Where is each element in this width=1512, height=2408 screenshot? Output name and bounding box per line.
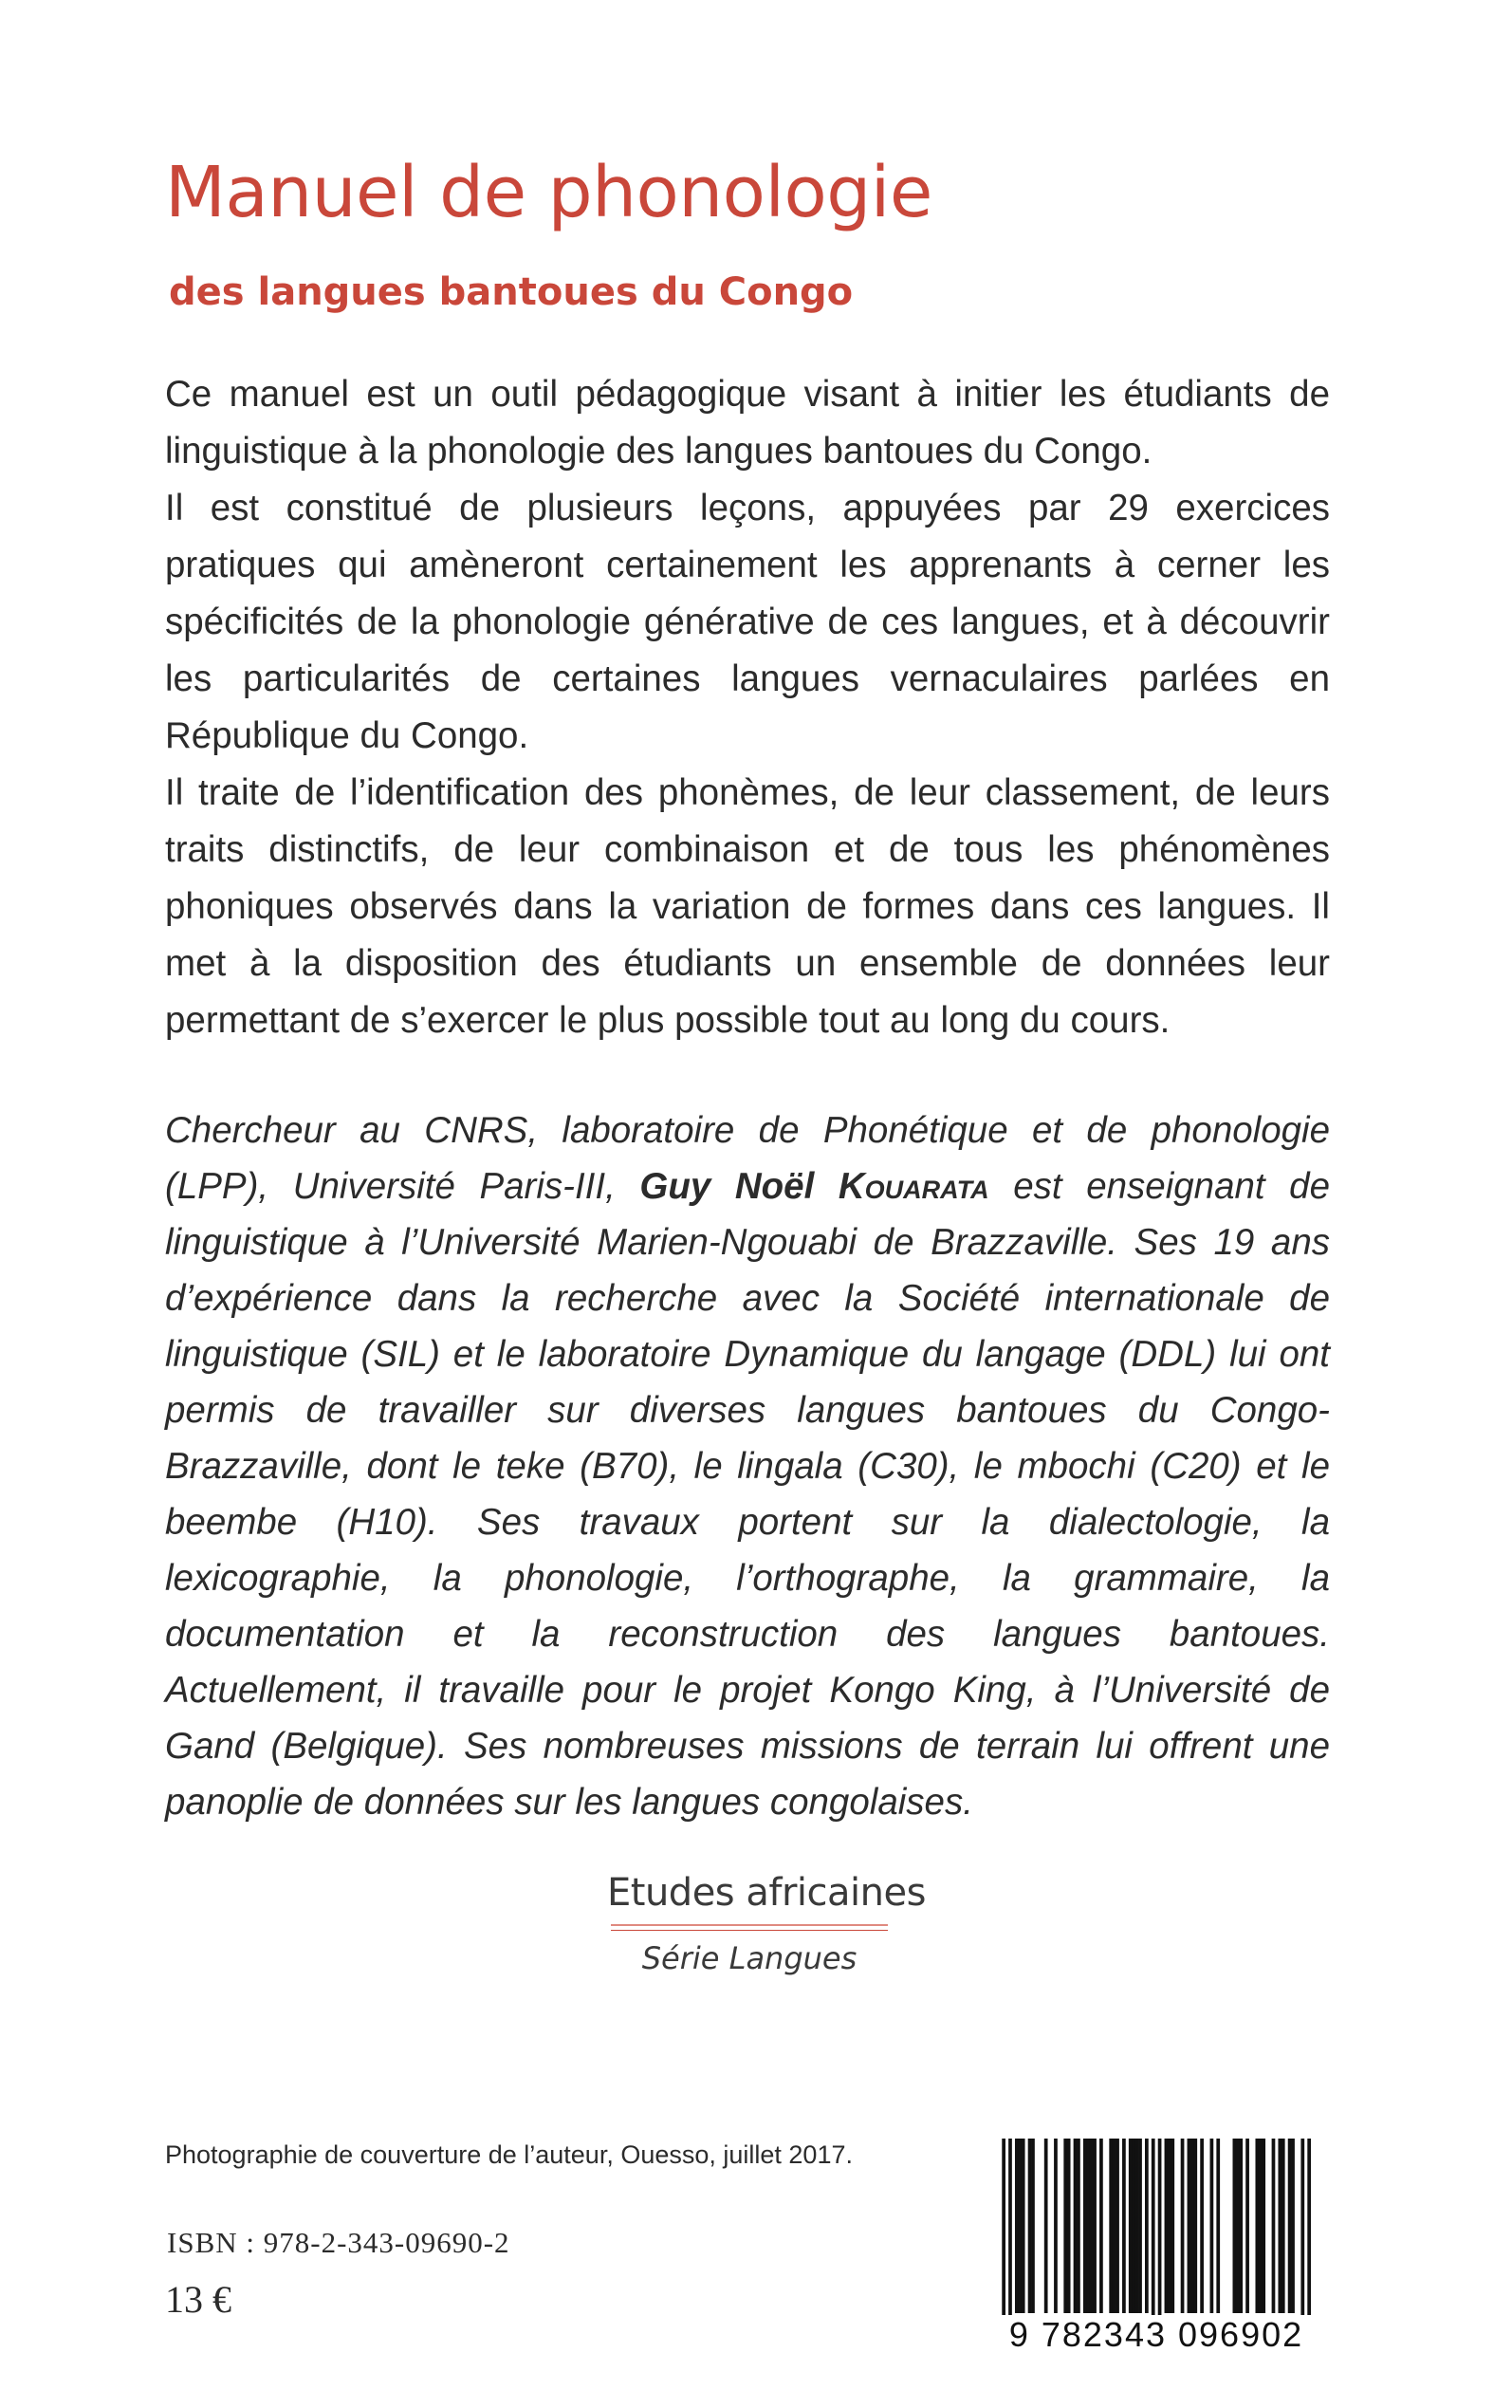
- book-title: Manuel de phonologie: [165, 152, 932, 233]
- barcode-bar: [1282, 2139, 1285, 2313]
- barcode: [992, 2139, 1320, 2354]
- barcode-bar: [1245, 2139, 1249, 2313]
- book-summary: [165, 366, 1330, 1049]
- barcode-bar: [1190, 2139, 1194, 2313]
- barcode-bar: [1022, 2139, 1025, 2313]
- barcode-bar: [1132, 2139, 1135, 2313]
- barcode-bar: [1116, 2139, 1119, 2313]
- barcode-bar: [1083, 2139, 1087, 2313]
- barcode-bar: [1210, 2139, 1214, 2313]
- barcode-bar: [1239, 2139, 1243, 2313]
- barcode-bar: [1171, 2139, 1174, 2313]
- collection-name: Etudes africaines: [607, 1871, 926, 1915]
- price: 13 €: [165, 2278, 231, 2321]
- barcode-bar: [1002, 2139, 1005, 2328]
- barcode-bar: [1138, 2139, 1142, 2313]
- barcode-bar: [1307, 2139, 1311, 2328]
- barcode-bar: [1216, 2139, 1220, 2313]
- barcode-bar: [1300, 2139, 1304, 2328]
- barcode-bar: [1168, 2139, 1171, 2313]
- barcode-bar: [1090, 2139, 1094, 2313]
- barcode-bar: [1129, 2139, 1133, 2313]
- barcode-bar: [1067, 2139, 1071, 2313]
- barcode-bar: [1259, 2139, 1263, 2313]
- barcode-bar: [1093, 2139, 1097, 2313]
- series-divider: [611, 1924, 888, 1926]
- barcode-bar: [1193, 2139, 1197, 2313]
- barcode-bar: [1233, 2139, 1237, 2313]
- barcode-bar: [1018, 2139, 1022, 2313]
- barcode-bar: [1077, 2139, 1080, 2313]
- isbn-number: ISBN : 978-2-343-09690-2: [167, 2226, 510, 2259]
- barcode-bar: [1028, 2139, 1032, 2313]
- barcode-bar: [1236, 2139, 1240, 2313]
- barcode-bar: [1188, 2139, 1191, 2313]
- barcode-bar: [1181, 2139, 1185, 2313]
- barcode-bar: [1122, 2139, 1126, 2313]
- barcode-bar: [1152, 2139, 1155, 2328]
- barcode-bar: [1165, 2139, 1169, 2313]
- barcode-bar: [1272, 2139, 1276, 2313]
- barcode-bar: [1063, 2139, 1067, 2313]
- summary-paragraph: Il traite de l’identification des phonèmes, de leur classement, de leurs traits distinctifs, de leur combinaison et de tous les phénomènes phoniques observés dans la variation de formes dans ces langues. Il met à la disposition des étudiants un ensemble de données leur permettant de s’exercer le plus possible tout au long du cours.: [165, 772, 1330, 1041]
- barcode-bar: [1054, 2139, 1058, 2313]
- barcode-bar: [1099, 2139, 1103, 2313]
- barcode-bar: [1262, 2139, 1265, 2313]
- author-bio: [165, 1102, 1330, 1830]
- barcode-bar: [1086, 2139, 1090, 2313]
- barcode-bar: [1200, 2139, 1204, 2313]
- barcode-bar: [1109, 2139, 1113, 2313]
- bio-intro: Chercheur au CNRS, laboratoire de Phonétique et de phonologie (LPP), Université Paris-III,: [165, 1110, 1330, 1207]
- barcode-bar: [1278, 2139, 1282, 2313]
- barcode-bars: [992, 2139, 1320, 2328]
- barcode-bar: [1113, 2139, 1116, 2313]
- bio-body: est enseignant de linguistique à l’Université Marien-Ngouabi de Brazzaville. Ses 19 ans d’expérience dans la recherche avec la Société internationale de linguistique (SIL) et le laboratoire Dynamique du langage (DDL) lui ont permis de travailler sur diverses langues bantoues du Congo-Brazzaville, dont le teke (B70), le lingala (C30), le mbochi (C20) et le beembe (H10). Ses travaux portent sur la dialectologie, la lexicographie, la phonologie, l’orthographe, la grammaire, la documentation et la reconstruction des langues bantoues. Actuellement, il travaille pour le projet Kongo King, à l’Université de Gand (Belgique). Ses nombreuses missions de terrain lui offrent une panoplie de données sur les langues congolaises.: [165, 1166, 1331, 1823]
- series-divider-thin: [611, 1930, 888, 1931]
- barcode-bar: [1135, 2139, 1139, 2313]
- barcode-digits: 9 782343 096902: [992, 2315, 1320, 2355]
- barcode-bar: [1031, 2139, 1035, 2313]
- author-last-name: Kouarata: [838, 1166, 989, 1207]
- barcode-bar: [1288, 2139, 1292, 2313]
- series-logo: [607, 1871, 926, 1976]
- barcode-bar: [1255, 2139, 1259, 2313]
- barcode-bar: [1145, 2139, 1149, 2313]
- photo-credit: Photographie de couverture de l’auteur, Ouesso, juillet 2017.: [165, 2140, 853, 2169]
- barcode-bar: [1044, 2139, 1048, 2313]
- book-subtitle: des langues bantoues du Congo: [169, 270, 854, 314]
- author-first-name: Guy Noël: [639, 1166, 839, 1207]
- barcode-bar: [1015, 2139, 1019, 2313]
- barcode-bar: [1074, 2139, 1078, 2313]
- barcode-bar: [1158, 2139, 1162, 2328]
- barcode-bar: [1291, 2139, 1295, 2313]
- subseries-name: Série Langues: [641, 1940, 857, 1976]
- barcode-bar: [1008, 2139, 1012, 2328]
- summary-paragraph: Il est constitué de plusieurs leçons, appuyées par 29 exercices pratiques qui amèneront certainement les apprenants à cerner les spécificités de la phonologie générative de ces langues, et à découvrir les particularités de certaines langues vernaculaires parlées en République du Congo.: [165, 488, 1330, 756]
- summary-paragraph: Ce manuel est un outil pédagogique visant à initier les étudiants de linguistique à la phonologie des langues bantoues du Congo.: [165, 374, 1330, 472]
